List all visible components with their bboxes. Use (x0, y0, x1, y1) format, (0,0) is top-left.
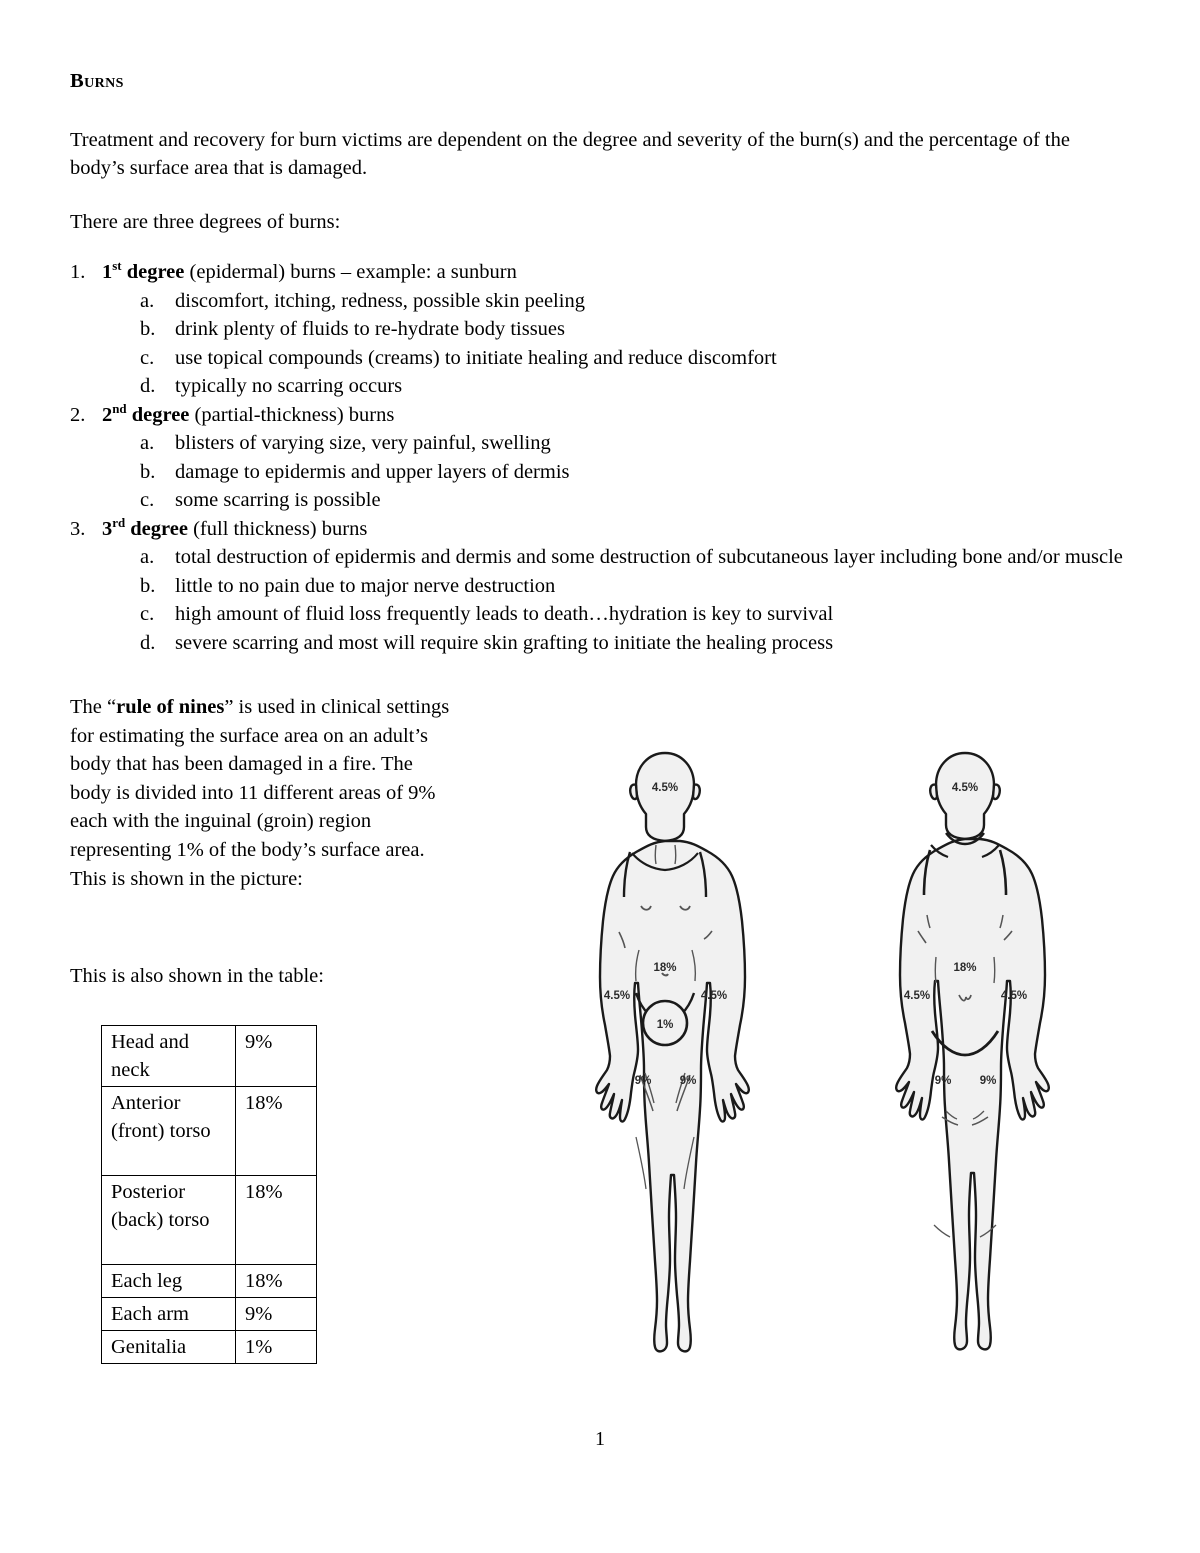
rule-text-after: ” is used in clinical settings for estimating the surface area on an adult’s body that has been damaged in a fire. The body is divided into 11 different areas of 9% each with the inguinal (groin) region representing 1% of the body’s surface area. (70, 696, 450, 861)
sub-list-marker: a. (140, 546, 155, 568)
sub-list-text: typically no scarring occurs (175, 375, 403, 397)
back-right-leg-percent-label: 9% (979, 1075, 997, 1087)
intro-paragraph: Treatment and recovery for burn victims are dependent on the degree and severity of the burn(s) and the percentage of the body’s surface area that is damaged. (70, 129, 1070, 179)
list-item (70, 372, 1145, 401)
sub-list-marker: c. (140, 346, 155, 369)
degree-heading-tail: (partial-thickness) burns (189, 403, 395, 426)
table-cell-region: Anterior (front) torso (102, 1087, 236, 1176)
table-row (102, 1176, 317, 1265)
sub-list-marker: d. (140, 375, 156, 397)
back-right-arm-percent-label: 4.5% (1000, 990, 1028, 1002)
table-cell-region: Head and neck (102, 1026, 236, 1087)
sub-list-text: total destruction of epidermis and dermis and some destruction of subcutaneous layer including bone and/or muscle (175, 546, 1123, 568)
list-item (70, 572, 1145, 601)
front-torso-percent-label: 18% (653, 962, 677, 974)
table-row (102, 1026, 317, 1087)
rule-of-nines-diagram (500, 735, 1130, 1375)
sub-list-text: damage to epidermis and upper layers of dermis (175, 460, 570, 483)
list-item (70, 429, 1145, 458)
list-marker: 3. (70, 517, 86, 540)
table-row (102, 1087, 317, 1176)
list-item (70, 543, 1145, 572)
table-row (102, 1331, 317, 1364)
sub-list-marker: b. (140, 574, 156, 597)
list-item (70, 600, 1145, 629)
degree-ordinal-suffix: nd (112, 400, 127, 416)
rule-of-nines-table (101, 1025, 317, 1364)
table-cell-percent: 18% (236, 1176, 317, 1265)
sub-list-marker: b. (140, 460, 156, 483)
table-row (102, 1265, 317, 1298)
sub-list-marker: c. (140, 489, 155, 511)
rule-of-nines-term: rule of nines (116, 696, 225, 718)
table-cell-percent: 18% (236, 1265, 317, 1298)
back-left-arm-percent-label: 4.5% (903, 990, 931, 1002)
list-marker: 1. (70, 261, 86, 283)
sub-list-text: high amount of fluid loss frequently leads to death…hydration is key to survival (175, 603, 834, 625)
burn-degrees-list (70, 258, 1145, 657)
degree-heading-tail: (full thickness) burns (187, 517, 368, 540)
list-item (70, 287, 1145, 316)
table-cell-percent: 9% (236, 1298, 317, 1331)
degree-ordinal: 1 (102, 261, 113, 283)
sub-list-text: some scarring is possible (175, 489, 381, 511)
front-right-arm-percent-label: 4.5% (700, 990, 728, 1002)
rule-of-nines-paragraph (70, 693, 458, 893)
picture-caption: This is shown in the picture: (70, 867, 303, 890)
sub-list-text: little to no pain due to major nerve destruction (175, 574, 556, 597)
degree-heading: degree (126, 261, 185, 283)
degree-heading: degree (130, 517, 188, 540)
front-left-arm-percent-label: 4.5% (603, 990, 631, 1002)
page-title: Burns (70, 70, 124, 92)
table-row (102, 1298, 317, 1331)
table-cell-percent: 1% (236, 1331, 317, 1364)
table-cell-percent: 9% (236, 1026, 317, 1087)
front-right-leg-percent-label: 9% (679, 1075, 697, 1087)
sub-list-marker: b. (140, 318, 156, 340)
sub-list-marker: a. (140, 289, 155, 312)
sub-list-text: severe scarring and most will require skin grafting to initiate the healing process (175, 631, 834, 654)
sub-list-text: use topical compounds (creams) to initiate healing and reduce discomfort (175, 346, 777, 369)
list-item (70, 515, 1145, 544)
list-item (70, 344, 1145, 373)
front-groin-percent-label: 1% (656, 1019, 674, 1031)
back-left-leg-percent-label: 9% (934, 1075, 952, 1087)
sub-list-text: drink plenty of fluids to re-hydrate body tissues (175, 318, 566, 340)
front-head-percent-label: 4.5% (651, 782, 679, 794)
front-left-leg-percent-label: 9% (634, 1075, 652, 1087)
sub-list-text: discomfort, itching, redness, possible skin peeling (175, 289, 585, 312)
front-body-figure (596, 753, 749, 1351)
lead-in-text: There are three degrees of burns: (70, 211, 341, 233)
list-item (70, 315, 1145, 344)
table-cell-region: Each arm (102, 1298, 236, 1331)
degree-ordinal: 3 (102, 517, 113, 540)
sub-list-text: blisters of varying size, very painful, swelling (175, 432, 551, 454)
degree-ordinal-suffix: rd (112, 514, 126, 530)
table-cell-region: Each leg (102, 1265, 236, 1298)
sub-list-marker: c. (140, 603, 155, 625)
list-item (70, 486, 1145, 515)
sub-list-marker: d. (140, 631, 156, 654)
list-marker: 2. (70, 403, 86, 426)
list-item (70, 401, 1145, 430)
degree-ordinal-suffix: st (112, 258, 122, 274)
list-item (70, 458, 1145, 487)
table-cell-region: Genitalia (102, 1331, 236, 1364)
list-item (70, 629, 1145, 658)
degree-heading: degree (131, 403, 190, 426)
list-item (70, 258, 1145, 287)
table-cell-percent: 18% (236, 1087, 317, 1176)
table-cell-region: Posterior (back) torso (102, 1176, 236, 1265)
degree-heading-tail: (epidermal) burns – example: a sunburn (184, 261, 517, 283)
back-torso-percent-label: 18% (953, 962, 977, 974)
table-caption: This is also shown in the table: (70, 965, 324, 987)
back-head-percent-label: 4.5% (951, 782, 979, 794)
sub-list-marker: a. (140, 432, 155, 454)
degree-ordinal: 2 (102, 403, 113, 426)
rule-text-before: The “ (70, 696, 117, 718)
page-number: 1 (595, 1428, 605, 1450)
back-body-figure (896, 753, 1049, 1349)
